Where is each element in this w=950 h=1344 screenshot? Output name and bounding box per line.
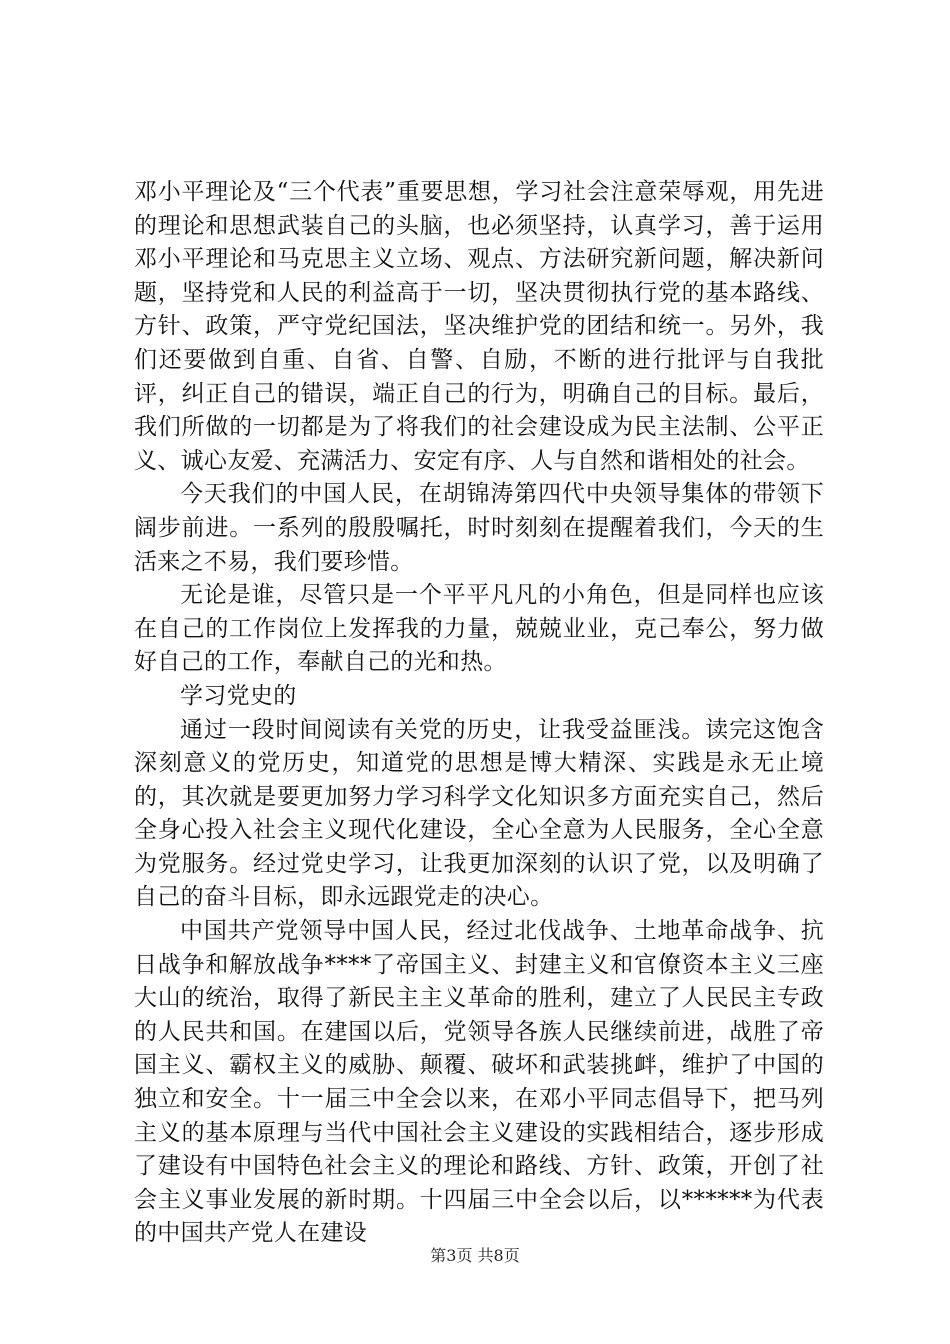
page-footer: 第3页 共8页 [430,1246,520,1265]
paragraph-2: 今天我们的中国人民，在胡锦涛第四代中央领导集体的带领下阔步前进。一系列的殷殷嘱托，时时刻刻在提醒着我们，今天的生活来之不易，我们要珍惜。 [134,481,824,575]
paragraph-4: 通过一段时间阅读有关党的历史，让我受益匪浅。读完这饱含深刻意义的党历史，知道党的思想是博大精深、实践是永无止境的，其次就是要更加努力学习科学文化知识多方面充实自己，然后全身心投入社会主义现代化建设，全心全意为人民服务，全心全意为党服务。经过党史学习，让我更加深刻的认识了党，以及明确了自己的奋斗目标，即永远跟党走的决心。 [134,716,824,911]
document-body [134,176,824,1251]
section-heading: 学习党史的 [180,682,297,709]
paragraph-3: 无论是谁，尽管只是一个平平凡凡的小角色，但是同样也应该在自己的工作岗位上发挥我的力量，兢兢业业，克己奉公，努力做好自己的工作，奉献自己的光和热。 [134,582,824,676]
paragraph-1: 邓小平理论及“三个代表”重要思想，学习社会注意荣辱观，用先进的理论和思想武装自己的头脑，也必须坚持，认真学习，善于运用邓小平理论和马克思主义立场、观点、方法研究新问题，解决新问题，坚持党和人民的利益高于一切，坚决贯彻执行党的基本路线、方针、政策，严守党纪国法，坚决维护党的团结和统一。另外，我们还要做到自重、自省、自警、自励，不断的进行批评与自我批评，纠正自己的错误，端正自己的行为，明确自己的目标。最后，我们所做的一切都是为了将我们的社会建设成为民主法制、公平正义、诚心友爱、充满活力、安定有序、人与自然和谐相处的社会。 [134,179,824,474]
paragraph-5: 中国共产党领导中国人民，经过北伐战争、土地革命战争、抗日战争和解放战争****了帝国主义、封建主义和官僚资本主义三座大山的统治，取得了新民主主义革命的胜利，建立了人民民主专政的人民共和国。在建国以后，党领导各族人民继续前进，战胜了帝国主义、霸权主义的威胁、颠覆、破坏和武装挑衅，维护了中国的独立和安全。十一届三中全会以来，在邓小平同志倡导下，把马列主义的基本原理与当代中国社会主义建设的实践相结合，逐步形成了建设有中国特色社会主义的理论和路线、方针、政策，开创了社会主义事业发展的新时期。十四届三中全会以后，以******为代表的中国共产党人在建设 [134,918,824,1247]
